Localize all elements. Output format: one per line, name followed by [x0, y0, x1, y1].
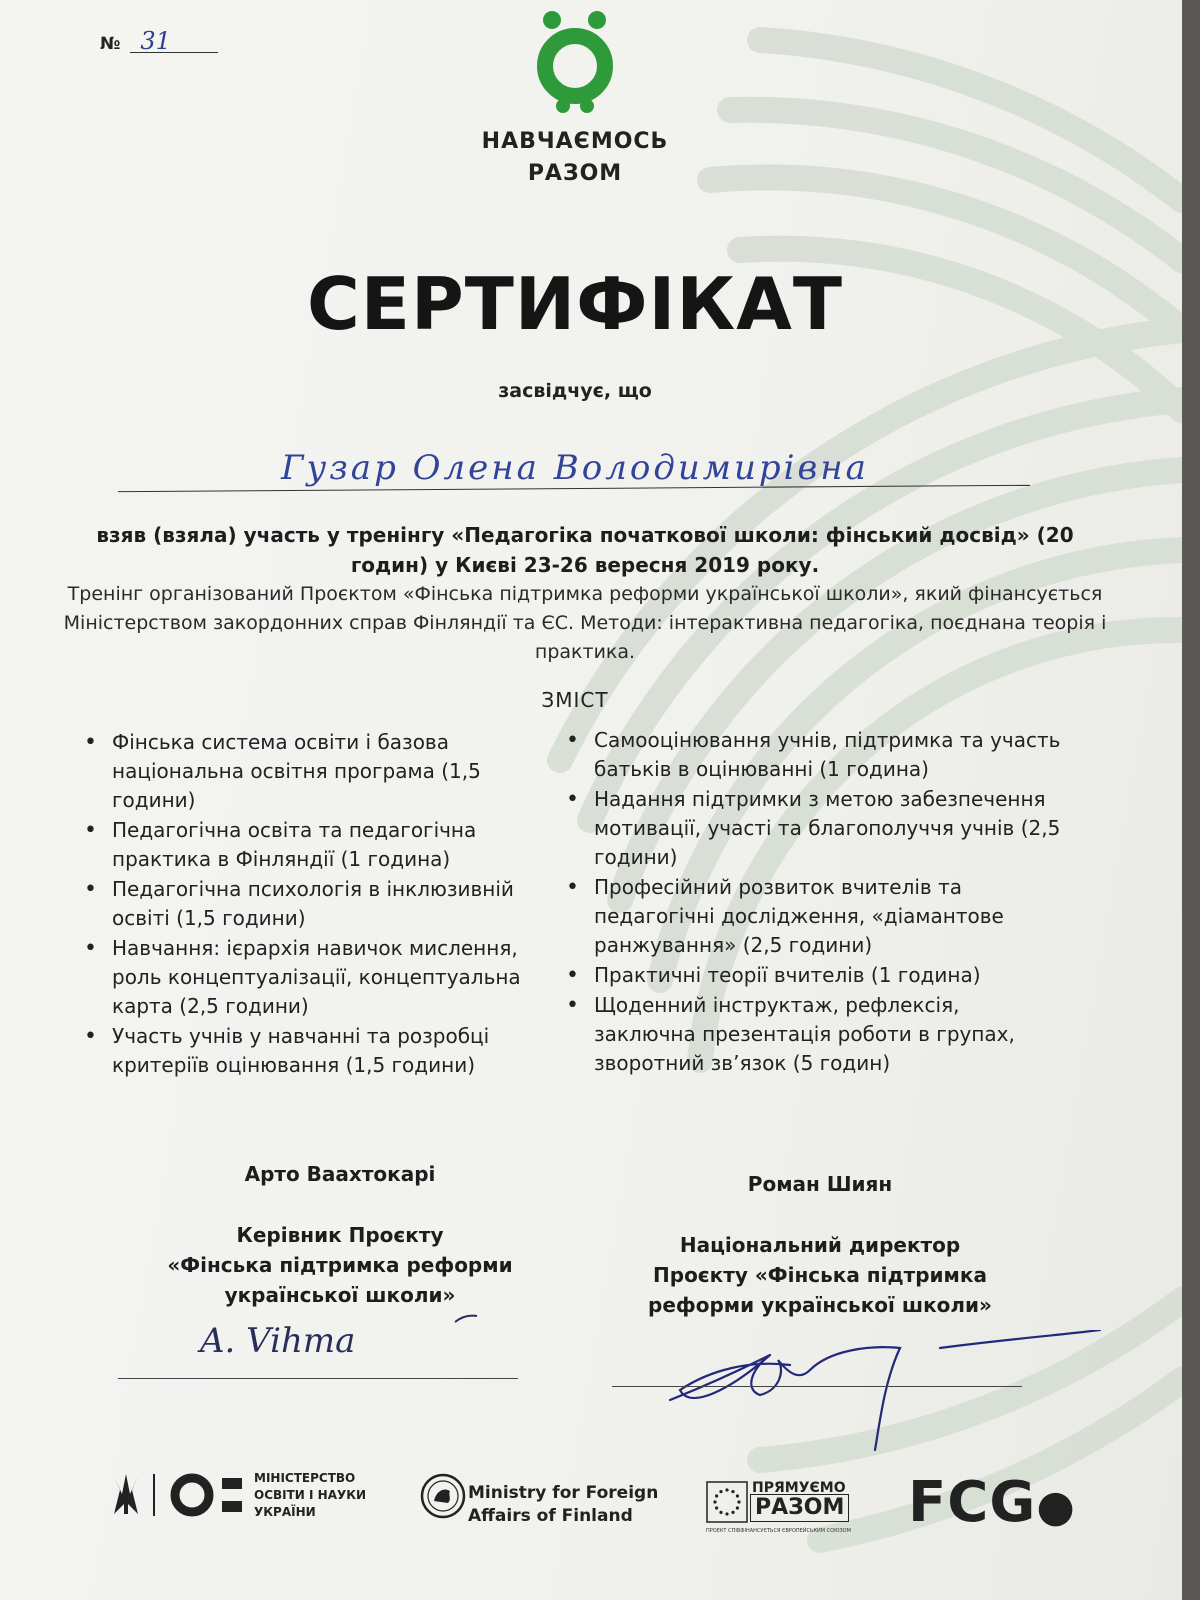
eu-slogan-line-2: РАЗОМ — [750, 1494, 849, 1522]
moe-line-3: УКРАЇНИ — [254, 1505, 316, 1519]
content-list-right — [566, 726, 1066, 1079]
certificate-number — [100, 27, 218, 55]
list-item: • Участь учнів у навчанні та розробці критеріїв оцінювання (1,5 години) — [84, 1022, 544, 1080]
left-signatory-name: Арто Ваахтокарі — [244, 1162, 436, 1186]
mfa-line-2: Affairs of Finland — [468, 1506, 633, 1526]
right-role-line-3: реформи української школи» — [648, 1293, 992, 1317]
list-item: • Навчання: ієрархія навичок мислення, роль концептуалізації, концептуальна карта (2,5 години) — [84, 934, 544, 1021]
brand-line-2: РАЗОМ — [527, 161, 623, 186]
content-title: ЗМІСТ — [541, 688, 609, 712]
moe-line-1: МІНІСТЕРСТВО — [254, 1471, 356, 1485]
eu-flag-icon — [706, 1481, 748, 1523]
left-role-line-2: «Фінська підтримка реформи — [167, 1253, 513, 1277]
brand-line-1: НАВЧАЄМОСЬ — [481, 129, 669, 154]
list-item: • Самооцінювання учнів, підтримка та участь батьків в оцінюванні (1 година) — [566, 726, 1066, 784]
list-item: • Професійний розвиток вчителів та педагогічні дослідження, «діамантове ранжування» (2,5 години) — [566, 873, 1066, 960]
moe-line-2: ОСВІТИ І НАУКИ — [254, 1488, 367, 1502]
fcg-text: FCG — [908, 1470, 1037, 1535]
brand-name — [400, 126, 750, 190]
content-list-left — [84, 728, 544, 1081]
finland-lion-emblem-icon — [420, 1473, 466, 1519]
list-item: • Надання підтримки з метою забезпечення мотивації, участі та благополуччя учнів (2,5 години) — [566, 785, 1066, 872]
fcg-logo — [908, 1470, 1076, 1535]
list-item: • Практичні теорії вчителів (1 година) — [566, 961, 1066, 990]
left-role-line-3: української школи» — [224, 1283, 456, 1307]
mfa-line-1: Ministry for Foreign — [468, 1483, 659, 1503]
right-role-line-2: Проєкту «Фінська підтримка — [653, 1263, 987, 1287]
background-surface — [1182, 0, 1200, 1600]
ministry-foreign-affairs-text — [468, 1482, 658, 1528]
right-role-line-1: Національний директор — [679, 1233, 961, 1257]
list-item: • Щоденний інструктаж, рефлексія, заключна презентація роботи в групах, зворотний зв’язок (5 годин) — [566, 991, 1066, 1078]
organizer-text: Тренінг організований Проєктом «Фінська підтримка реформи української школи», який фінансується Міністерством закордонних справ Фінляндії та ЄС. Методи: інтерактивна педагогіка, поєднана теорія і практика. — [63, 583, 1107, 663]
left-signature — [190, 1310, 500, 1380]
list-item: • Педагогічна психологія в інклюзивній освіті (1,5 години) — [84, 875, 544, 933]
left-signatory-role — [110, 1220, 570, 1310]
number-value: 31 — [130, 30, 218, 53]
left-role-line-1: Керівник Проєкту — [236, 1223, 444, 1247]
right-signature-line — [612, 1386, 1022, 1387]
number-label: № — [100, 34, 121, 54]
eu-slogan-line-1: ПРЯМУЄМО — [752, 1480, 846, 1496]
certifies-text: засвідчує, що — [498, 380, 652, 402]
list-item: • Фінська система освіти і базова національна освітня програма (1,5 години) — [84, 728, 544, 815]
ministry-of-education-logo-icon — [110, 1470, 260, 1520]
left-signature-text: A. Vihma — [200, 1321, 356, 1361]
certificate-title: СЕРТИФІКАТ — [306, 262, 844, 346]
ministry-of-education-text — [254, 1470, 366, 1521]
right-signature — [650, 1330, 1130, 1470]
eu-cofinance-note: ПРОЕКТ СПІВФІНАНСУЄТЬСЯ ЄВРОПЕЙСЬКИМ СОЮЗОМ — [706, 1528, 851, 1534]
participation-text: взяв (взяла) участь у тренінгу «Педагогіка початкової школи: фінський досвід» (20 годин) у Києві 23-26 вересня 2019 року. — [96, 523, 1074, 577]
left-signature-line — [118, 1378, 518, 1379]
right-signatory-name: Роман Шиян — [747, 1172, 893, 1196]
navchaemos-razom-logo-icon — [535, 8, 615, 116]
right-signatory-role — [590, 1230, 1050, 1320]
fcg-dot-icon: ● — [1036, 1481, 1076, 1532]
recipient-name: Гузар Олена Володимирівна — [281, 448, 869, 488]
list-item: • Педагогічна освіта та педагогічна практика в Фінляндії (1 година) — [84, 816, 544, 874]
